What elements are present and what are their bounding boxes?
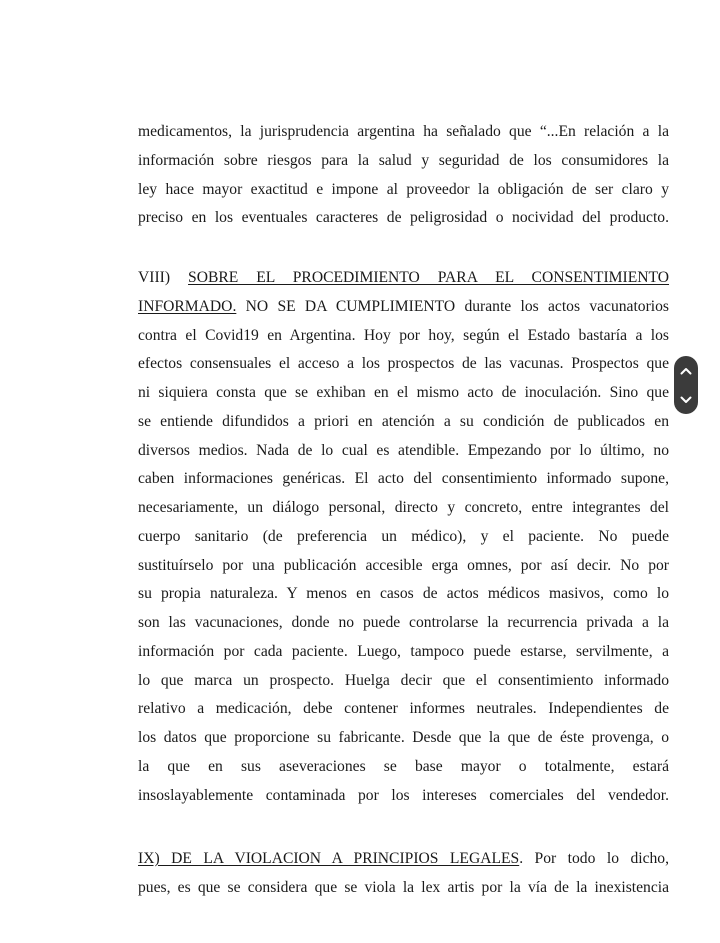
scroll-up-button[interactable]	[674, 358, 698, 384]
text-line: necesariamente, un diálogo personal, directo y concreto, entre integrantes del	[138, 499, 669, 516]
section-heading: IX) DE LA VIOLACION A PRINCIPIOS LEGALES	[138, 850, 520, 867]
chevron-down-icon	[680, 396, 692, 404]
text-line: contra el Covid19 en Argentina. Hoy por hoy, según el Estado bastaría a los	[138, 326, 669, 344]
text-line: lo que marca un prospecto. Huelga decir que el consentimiento informado	[138, 671, 669, 689]
section-heading: SOBRE EL PROCEDIMIENTO PARA EL CONSENTIMIENTO	[188, 269, 670, 286]
text-line: la que en sus aseveraciones se base mayor o totalmente, estará	[138, 757, 669, 775]
text-segment: . Por todo lo dicho,	[519, 850, 669, 867]
text-segment: NO SE DA CUMPLIMIENTO durante los actos vacunatorios	[236, 297, 669, 315]
text-line: diversos medios. Nada de lo cual es atendible. Empezando por lo último, no	[138, 441, 669, 459]
text-line: su propia naturaleza. Y menos en casos de actos médicos masivos, como lo	[138, 585, 669, 603]
text-line: preciso en los eventuales caracteres de peligrosidad o nocividad del producto.	[138, 209, 669, 227]
section-heading-line	[138, 845, 669, 874]
text-line	[138, 293, 669, 322]
text-line: efectos consensuales el acceso a los prospectos de las vacunas. Prospectos que	[138, 355, 669, 373]
chevron-up-icon	[680, 367, 692, 375]
text-line: ley hace mayor exactitud e impone al proveedor la obligación de ser claro y	[138, 180, 669, 198]
section-heading-line	[138, 264, 669, 293]
paragraph-section-ix	[138, 845, 669, 903]
text-line: se entiende difundidos a priori en atención a su condición de publicados en	[138, 412, 669, 430]
paragraph-medicamentos	[138, 118, 669, 233]
text-line: cuerpo sanitario (de preferencia un médico), y el paciente. No puede	[138, 527, 669, 545]
text-line: insoslayablemente contaminada por los intereses comerciales del vendedor.	[138, 786, 669, 804]
text-line: pues, es que se considera que se viola la lex artis por la vía de la inexistencia	[138, 878, 669, 896]
text-line: ni siquiera consta que se exhiban en el mismo acto de inoculación. Sino que	[138, 384, 669, 401]
text-line: medicamentos, la jurisprudencia argentina ha señalado que “...En relación a la	[138, 123, 669, 140]
section-heading-continued: INFORMADO.	[138, 297, 237, 315]
paragraph-section-viii	[138, 264, 669, 810]
page-navigation	[674, 356, 698, 414]
text-line: información sobre riesgos para la salud y seguridad de los consumidores la	[138, 151, 669, 169]
section-number: VIII)	[138, 269, 189, 286]
text-line: sustituírselo por una publicación accesible erga omnes, por así decir. No por	[138, 556, 669, 574]
text-line: información por cada paciente. Luego, tampoco puede estarse, servilmente, a	[138, 642, 669, 660]
scroll-down-button[interactable]	[674, 387, 698, 413]
text-line: relativo a medicación, debe contener informes neutrales. Independientes de	[138, 700, 669, 718]
text-line: los datos que proporcione su fabricante. Desde que la que de éste provenga, o	[138, 729, 669, 746]
text-line: son las vacunaciones, donde no puede controlarse la recurrencia privada a la	[138, 614, 669, 631]
text-line: caben informaciones genéricas. El acto del consentimiento informado supone,	[138, 470, 669, 488]
